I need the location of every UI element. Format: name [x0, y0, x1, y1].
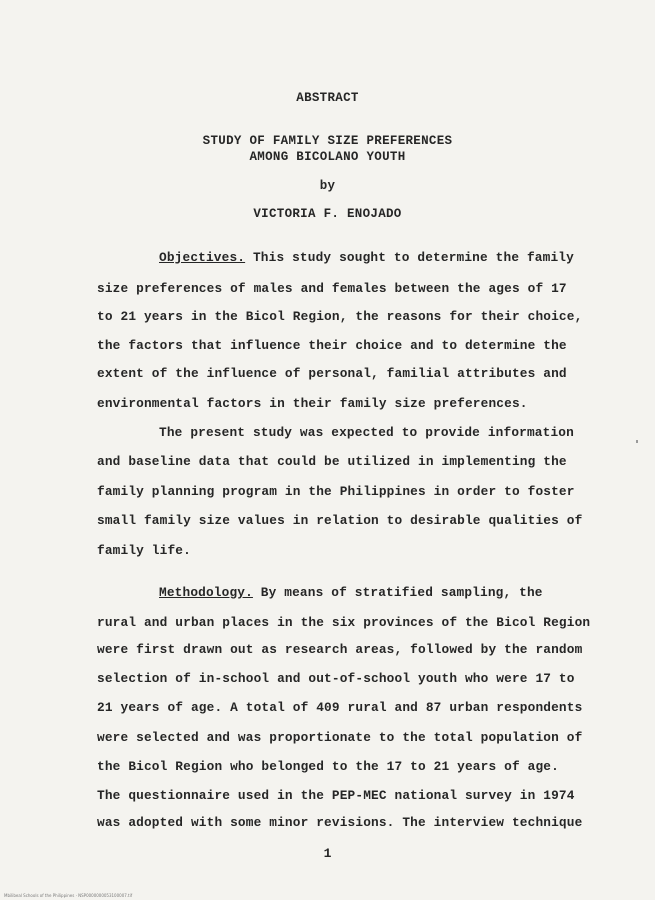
methodology-line: rural and urban places in the six provinces of the Bicol Region [97, 615, 591, 630]
title-line-2: AMONG BICOLANO YOUTH [249, 150, 406, 164]
methodology-line: 21 years of age. A total of 409 rural and 87 urban respondents [97, 700, 583, 715]
methodology-line: was adopted with some minor revisions. The interview technique [97, 815, 583, 830]
abstract-heading: ABSTRACT [296, 91, 359, 105]
methodology-line: were first drawn out as research areas, followed by the random [97, 642, 583, 657]
methodology-line: were selected and was proportionate to the total population of [97, 730, 583, 745]
purpose-line: family planning program in the Philippines in order to foster [97, 484, 575, 499]
purpose-line: family life. [97, 543, 191, 558]
methodology-line-1: Methodology. By means of stratified sampling, the [159, 585, 543, 600]
title-line-1: STUDY OF FAMILY SIZE PREFERENCES [202, 134, 453, 148]
scan-footer: Mbilibeal Schools of the Philippines · NSP0000000053100007.tif [4, 893, 133, 898]
objectives-line: to 21 years in the Bicol Region, the reasons for their choice, [97, 309, 583, 324]
objectives-line-1: Objectives. This study sought to determine the family [159, 250, 574, 265]
methodology-line: selection of in-school and out-of-school youth who were 17 to [97, 671, 575, 686]
page-number: 1 [323, 846, 332, 861]
objectives-line: the factors that influence their choice and to determine the [97, 338, 567, 353]
purpose-line: small family size values in relation to desirable qualities of [97, 513, 583, 528]
objectives-line: size preferences of males and females between the ages of 17 [97, 281, 567, 296]
methodology-heading: Methodology. [159, 585, 253, 600]
objectives-line: environmental factors in their family size preferences. [97, 396, 528, 411]
objectives-heading: Objectives. [159, 250, 246, 265]
author-name: VICTORIA F. ENOJADO [253, 207, 402, 221]
paper-speck [636, 440, 638, 443]
by-line: by [319, 179, 336, 193]
purpose-line: and baseline data that could be utilized in implementing the [97, 454, 567, 469]
methodology-line: the Bicol Region who belonged to the 17 to 21 years of age. [97, 759, 559, 774]
methodology-line: The questionnaire used in the PEP-MEC national survey in 1974 [97, 788, 575, 803]
purpose-line-1: The present study was expected to provide information [159, 425, 574, 440]
objectives-line: extent of the influence of personal, familial attributes and [97, 366, 567, 381]
